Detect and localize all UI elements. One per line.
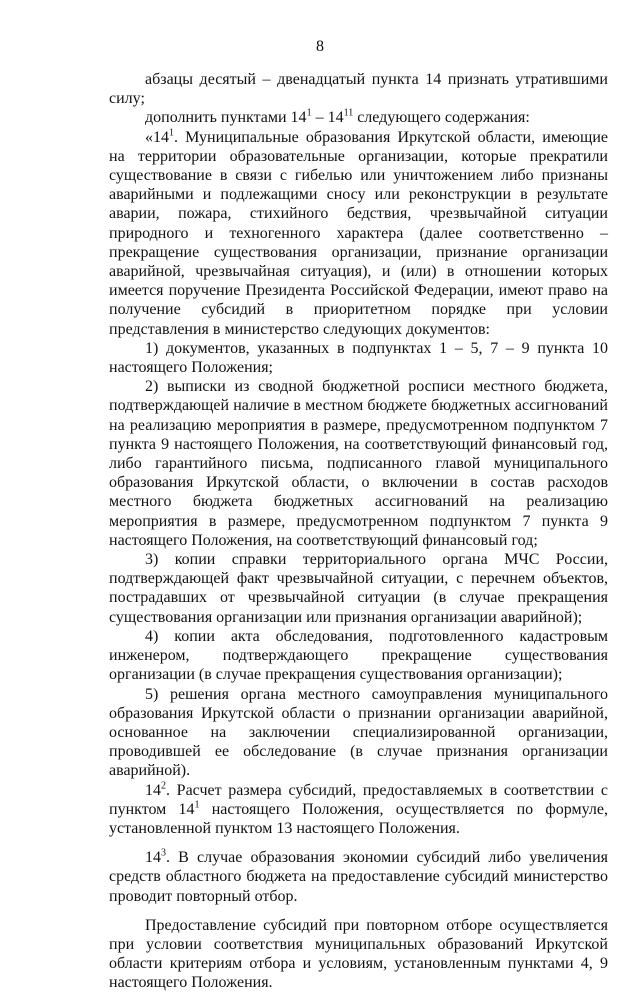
document-paragraph <box>109 70 608 108</box>
document-paragraph <box>109 627 608 685</box>
superscript-index: 3 <box>161 847 166 859</box>
document-paragraph <box>109 339 608 377</box>
paragraph-text: . Муниципальные образования Иркутской области, имеющие на территории образовательные организации, которые прекратили существование в связи с гибелью или уничтожением либо признаны аварийными и подлежащими сносу или реконструкции в результате аварии, пожара, стихийного бедствия, чрезвычайной ситуации природного и техногенного характера (далее соответственно – прекращение существования организации, признание организации аварийной, чрезвычайная ситуация), и (или) в отношении которых имеется поручение Президента Российской Федерации, имеют право на получение субсидий в приоритетном порядке при условии представления в министерство следующих документов: <box>109 128 608 338</box>
paragraph-text: настоящего Положения, осуществляется по формуле, установленной пунктом 13 настоящего Положения. <box>109 800 608 837</box>
document-paragraph <box>109 128 608 339</box>
paragraph-text: 5) решения органа местного самоуправления муниципального образования Иркутской области о признании организации аварийной, основанное на заключении специализированной организации, проводившей ее обследование (в случае признания организации аварийной). <box>109 685 608 780</box>
superscript-index: 11 <box>343 108 354 120</box>
paragraph-text: 2) выписки из сводной бюджетной росписи местного бюджета, подтверждающей наличие в местном бюджете бюджетных ассигнований на реализацию мероприятия в размере, предусмотренном подпунктом 7 пункта 9 настоящего Положения, на соответствующий финансовый год, либо гарантийного письма, подписанного главой муниципального образования Иркутской области, о включении в состав расходов местного бюджета бюджетных ассигнований на реализацию мероприятия в размере, предусмотренном подпунктом 7 пункта 9 настоящего Положения, на соответствующий финансовый год; <box>109 378 608 549</box>
page-number: 8 <box>316 38 324 55</box>
document-paragraph <box>109 781 608 839</box>
document-paragraph <box>109 108 608 127</box>
paragraph-text: – 14 <box>311 109 344 127</box>
paragraph-text: . Расчет размера субсидий, предоставляемых в соответствии с пунктом 14 <box>109 781 608 818</box>
superscript-index: 2 <box>161 780 166 792</box>
superscript-index: 1 <box>306 108 312 120</box>
document-body <box>109 70 608 993</box>
document-paragraph <box>109 916 608 993</box>
document-paragraph <box>109 377 608 550</box>
superscript-index: 1 <box>194 799 200 811</box>
paragraph-text: 1) документов, указанных в подпунктах 1 – 5, 7 – 9 пункта 10 настоящего Положения; <box>109 339 608 377</box>
paragraph-text: 14 <box>145 781 161 799</box>
document-paragraph <box>109 685 608 781</box>
document-paragraph <box>109 848 608 906</box>
paragraph-text: Предоставление субсидий при повторном отборе осуществляется при условии соответствия муниципальных образований Иркутской области критериям отбора и условиям, установленным пунктами 4, 9 настоящего Положения. <box>109 916 608 992</box>
paragraph-text: дополнить пунктами 14 <box>145 109 307 127</box>
paragraph-text: 3) копии справки территориального органа МЧС России, подтверждающей факт чрезвычайной ситуации, с перечнем объектов, пострадавших от чрезвычайной ситуации (в случае прекращения существования организации или признания организации аварийной); <box>109 551 608 626</box>
paragraph-text: 14 <box>145 849 161 867</box>
paragraph-text: «14 <box>145 128 169 146</box>
document-paragraph <box>109 550 608 627</box>
superscript-index: 1 <box>169 127 174 139</box>
paragraph-text: следующего содержания: <box>353 109 530 127</box>
paragraph-text: абзацы десятый – двенадцатый пункта 14 признать утратившими силу; <box>109 71 608 108</box>
paragraph-text: . В случае образования экономии субсидий либо увеличения средств областного бюджета на предоставление субсидий министерство проводит повторный отбор. <box>109 849 608 905</box>
paragraph-text: 4) копии акта обследования, подготовленного кадастровым инженером, подтверждающего прекращение существования организации (в случае прекращения существования организации); <box>109 627 608 684</box>
